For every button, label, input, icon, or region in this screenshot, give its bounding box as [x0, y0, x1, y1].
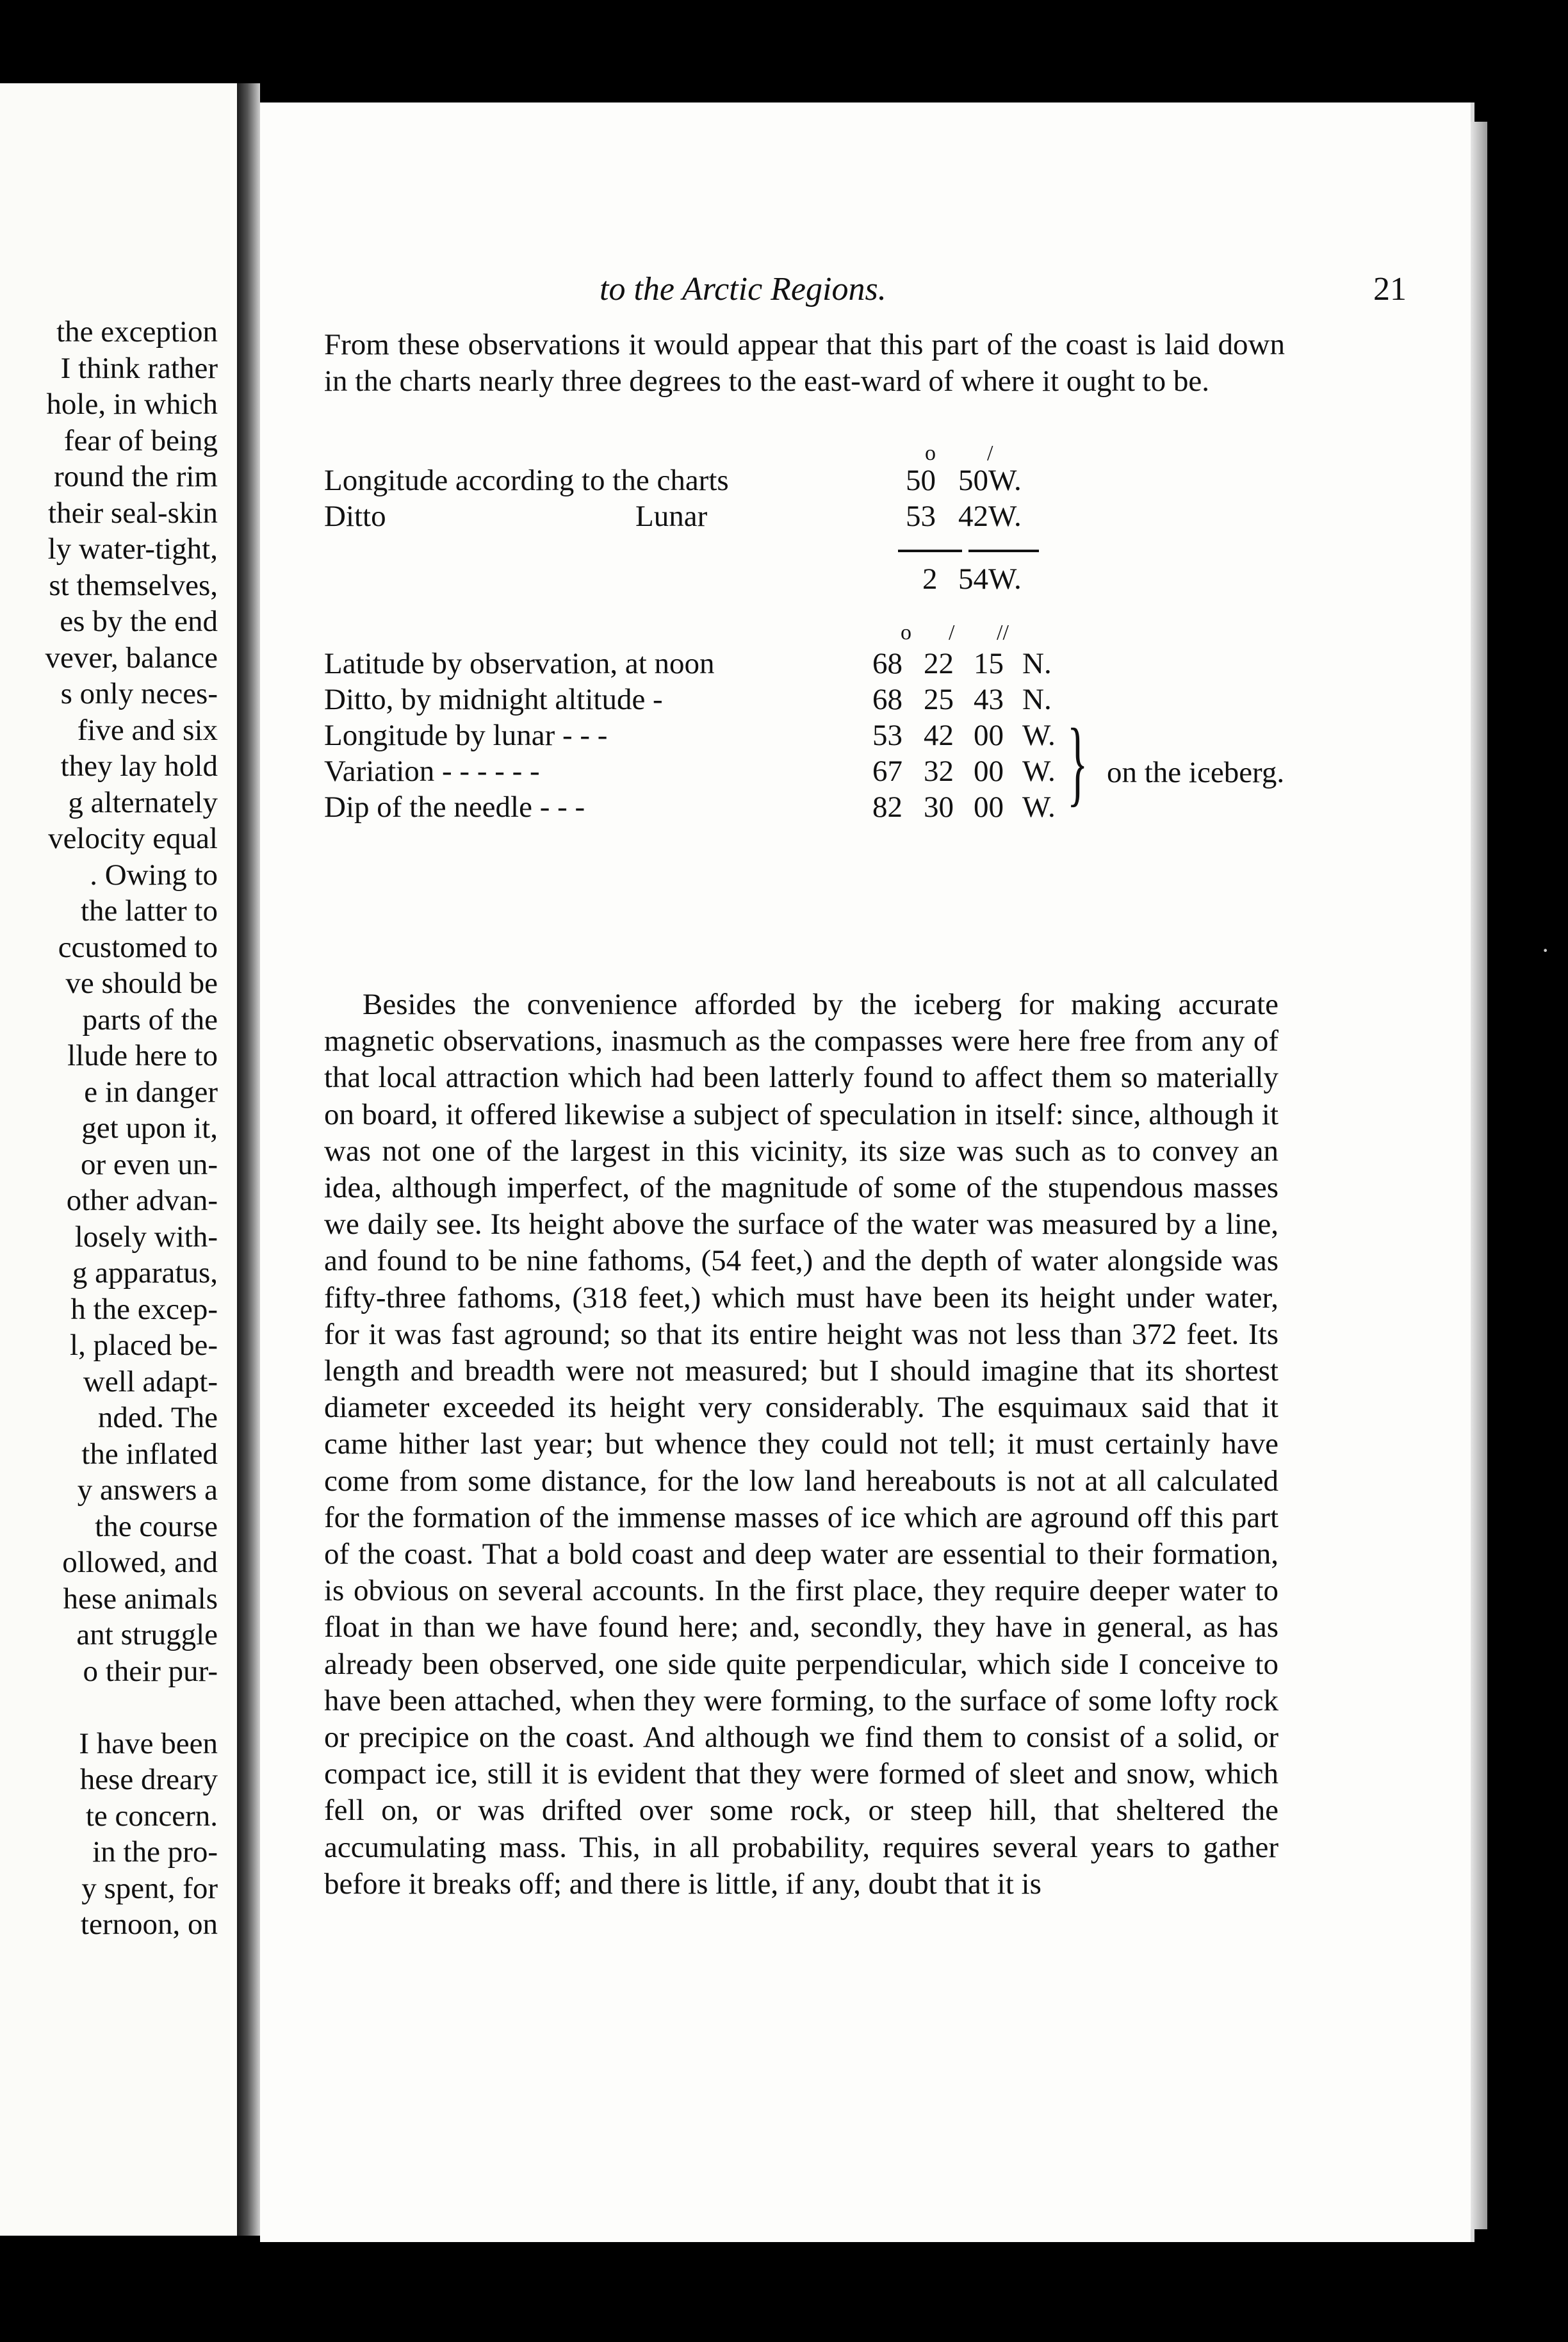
running-head: to the Arctic Regions.	[600, 271, 886, 307]
difference-minutes: 54W.	[958, 562, 1022, 596]
row-seconds: 43	[974, 683, 1004, 716]
left-page-line: parts of the	[82, 1003, 218, 1036]
table-row	[324, 682, 1323, 717]
left-page-line: get upon it,	[81, 1111, 218, 1145]
left-page-line: ternoon, on	[80, 1908, 218, 1941]
left-page-line: fear of being	[63, 423, 218, 457]
left-page-line: their seal-skin	[48, 496, 218, 530]
row-direction: W.	[1022, 790, 1056, 824]
left-page-line: other advan-	[66, 1184, 218, 1217]
sum-rule	[898, 550, 962, 552]
left-page-line: g apparatus,	[72, 1256, 218, 1290]
left-page-line: or even un-	[80, 1147, 218, 1181]
row-minutes: 42	[924, 719, 954, 752]
row-degrees: 67	[872, 755, 902, 788]
right-page	[260, 102, 1550, 2242]
left-page-line: velocity equal	[48, 822, 218, 855]
row-direction: N.	[1022, 683, 1052, 716]
row-degrees: 53	[872, 719, 902, 752]
left-page-line: I have been	[79, 1726, 218, 1760]
row-label: Longitude according to the charts	[324, 464, 729, 497]
left-page-line: losely with-	[74, 1220, 218, 1254]
left-page-line: they lay hold	[60, 749, 218, 783]
left-page-line: the exception	[56, 315, 218, 348]
brace-note: on the iceberg.	[1107, 756, 1285, 789]
row-degrees: 68	[872, 647, 902, 680]
left-page-line: e in danger	[84, 1075, 218, 1109]
left-page-line: h the excep-	[70, 1292, 218, 1326]
left-page-line: round the rim	[54, 460, 218, 493]
left-page-line: ve should be	[65, 967, 218, 1000]
row-degrees: 53	[906, 500, 936, 533]
row-direction: W.	[1022, 719, 1056, 752]
row-degrees: 68	[872, 683, 902, 716]
left-page-line: o their pur-	[83, 1654, 218, 1688]
main-paragraph	[324, 987, 1278, 1903]
left-page-line: nded. The	[97, 1401, 218, 1434]
left-page-line: l, placed be-	[70, 1329, 218, 1362]
row-degrees: 50	[906, 464, 936, 497]
row-seconds: 15	[974, 647, 1004, 680]
page-edge	[1471, 122, 1487, 2229]
left-page-line: hese animals	[63, 1582, 218, 1616]
row-direction: N.	[1022, 647, 1052, 680]
intro-paragraph	[324, 327, 1285, 399]
left-page-line: ccustomed to	[58, 930, 218, 964]
main-paragraph-text: Besides the convenience afforded by the iceberg for making accurate magnetic observations, inasmuch as the compasses were here free from any of that local attraction which had been latterly found to affect them so materially on board, it offered likewise a subject of speculation in itself: since, although it was not one of the largest in this vicinity, its size was such as to convey an idea, although imperfect, of the magnitude of some of the stupendous masses we daily see. Its height above the surface of the water was measured by a line, and found to be nine fathoms, (54 feet,) and the depth of water alongside was fifty-three fathoms, (318 feet,) which must have been its height under water, for it was fast aground; so that its entire height was not less than 372 feet. Its length and breadth were not measured; but I should imagine that its shortest diameter exceeded its height very considerably. The esquimaux said that it came hither last year; but whence they could not tell; it must certainly have come from some distance, for the low land hereabouts is not at all calculated for the formation of the immense masses of ice which are aground off this part of the coast. That a bold coast and deep water are essential to their formation, is obvious on several accounts. In the first place, they require deeper water to float in than we have found here; and, secondly, they have in general, as has already been observed, one side quite perpendicular, which side I conceive to have been attached, when they were forming, to the surface of some lofty rock or precipice on the coast. And although we find them to consist of a solid, or compact ice, still it is evident that they were formed of sleet and snow, which fell on, or was drifted over some rock, or steep hill, that sheltered the accumulating mass. This, in all probability, requires several years to gather before it breaks off; and there is little, if any, doubt that it is	[324, 988, 1278, 1901]
row-minutes: 22	[924, 647, 954, 680]
minute-mark: /	[949, 621, 955, 644]
left-page-fragment	[0, 83, 237, 2236]
row-minutes: 50W.	[958, 464, 1022, 497]
left-page-line: . Owing to	[90, 858, 218, 892]
row-method: Lunar	[635, 500, 708, 533]
table-row	[324, 463, 1221, 498]
degree-mark: o	[925, 441, 936, 465]
left-page-line: well adapt-	[83, 1364, 218, 1398]
left-page-line: llude here to	[67, 1039, 218, 1072]
page-header	[260, 270, 1471, 322]
row-minutes: 30	[924, 790, 954, 824]
left-page-line: y answers a	[77, 1473, 218, 1507]
left-page-line: hese dreary	[79, 1763, 218, 1796]
row-minutes: 32	[924, 755, 954, 788]
page-number: 21	[1373, 271, 1407, 307]
row-label: Longitude by lunar - - -	[324, 719, 608, 752]
left-page-line: vever, balance	[45, 641, 218, 675]
left-page-line: the course	[95, 1509, 218, 1543]
left-page-line: the latter to	[80, 894, 218, 928]
intro-text: From these observations it would appear that this part of the coast is laid down in the charts nearly three degrees to the east-ward of where it ought to be.	[324, 328, 1285, 398]
row-label: Variation - - - - - -	[324, 755, 540, 788]
left-page-line: I think rather	[60, 351, 218, 385]
row-seconds: 00	[974, 755, 1004, 788]
second-mark: //	[997, 621, 1009, 644]
left-page-line: g alternately	[68, 785, 218, 819]
row-label: Ditto	[324, 500, 386, 533]
row-direction: W.	[1022, 755, 1056, 788]
left-page-line: y spent, for	[81, 1871, 218, 1905]
scan-speck: ·	[1541, 936, 1550, 965]
row-minutes: 42W.	[958, 500, 1022, 533]
book-gutter	[237, 83, 260, 2236]
row-degrees: 82	[872, 790, 902, 824]
longitude-table	[324, 436, 1221, 596]
minute-mark: /	[987, 441, 993, 465]
table-row	[324, 646, 1323, 682]
row-minutes: 25	[924, 683, 954, 716]
table-row	[324, 498, 1221, 534]
difference-row	[324, 561, 1221, 597]
row-label: Dip of the needle - - -	[324, 790, 585, 824]
difference-degrees: 2	[922, 562, 938, 596]
left-page-line: ollowed, and	[62, 1546, 218, 1579]
left-page-line: five and six	[77, 713, 218, 747]
left-page-line: s only neces-	[60, 677, 218, 710]
table-row	[324, 789, 1323, 825]
degree-mark: o	[901, 621, 911, 644]
left-page-line: st themselves,	[49, 568, 218, 602]
observation-table	[324, 615, 1323, 846]
left-page-line: te concern.	[85, 1799, 218, 1833]
row-seconds: 00	[974, 790, 1004, 824]
row-seconds: 00	[974, 719, 1004, 752]
left-page-line: ant struggle	[76, 1618, 218, 1651]
curly-brace-icon: }	[1067, 709, 1088, 815]
left-page-line: the inflated	[81, 1437, 218, 1471]
row-label: Latitude by observation, at noon	[324, 647, 715, 680]
row-label: Ditto, by midnight altitude -	[324, 683, 663, 716]
left-page-line: es by the end	[60, 605, 218, 638]
left-page-line: in the pro-	[92, 1835, 218, 1869]
left-page-line: ly water-tight,	[47, 532, 218, 566]
table-row	[324, 717, 1323, 753]
sum-rule	[968, 550, 1039, 552]
left-page-line: hole, in which	[46, 388, 218, 421]
